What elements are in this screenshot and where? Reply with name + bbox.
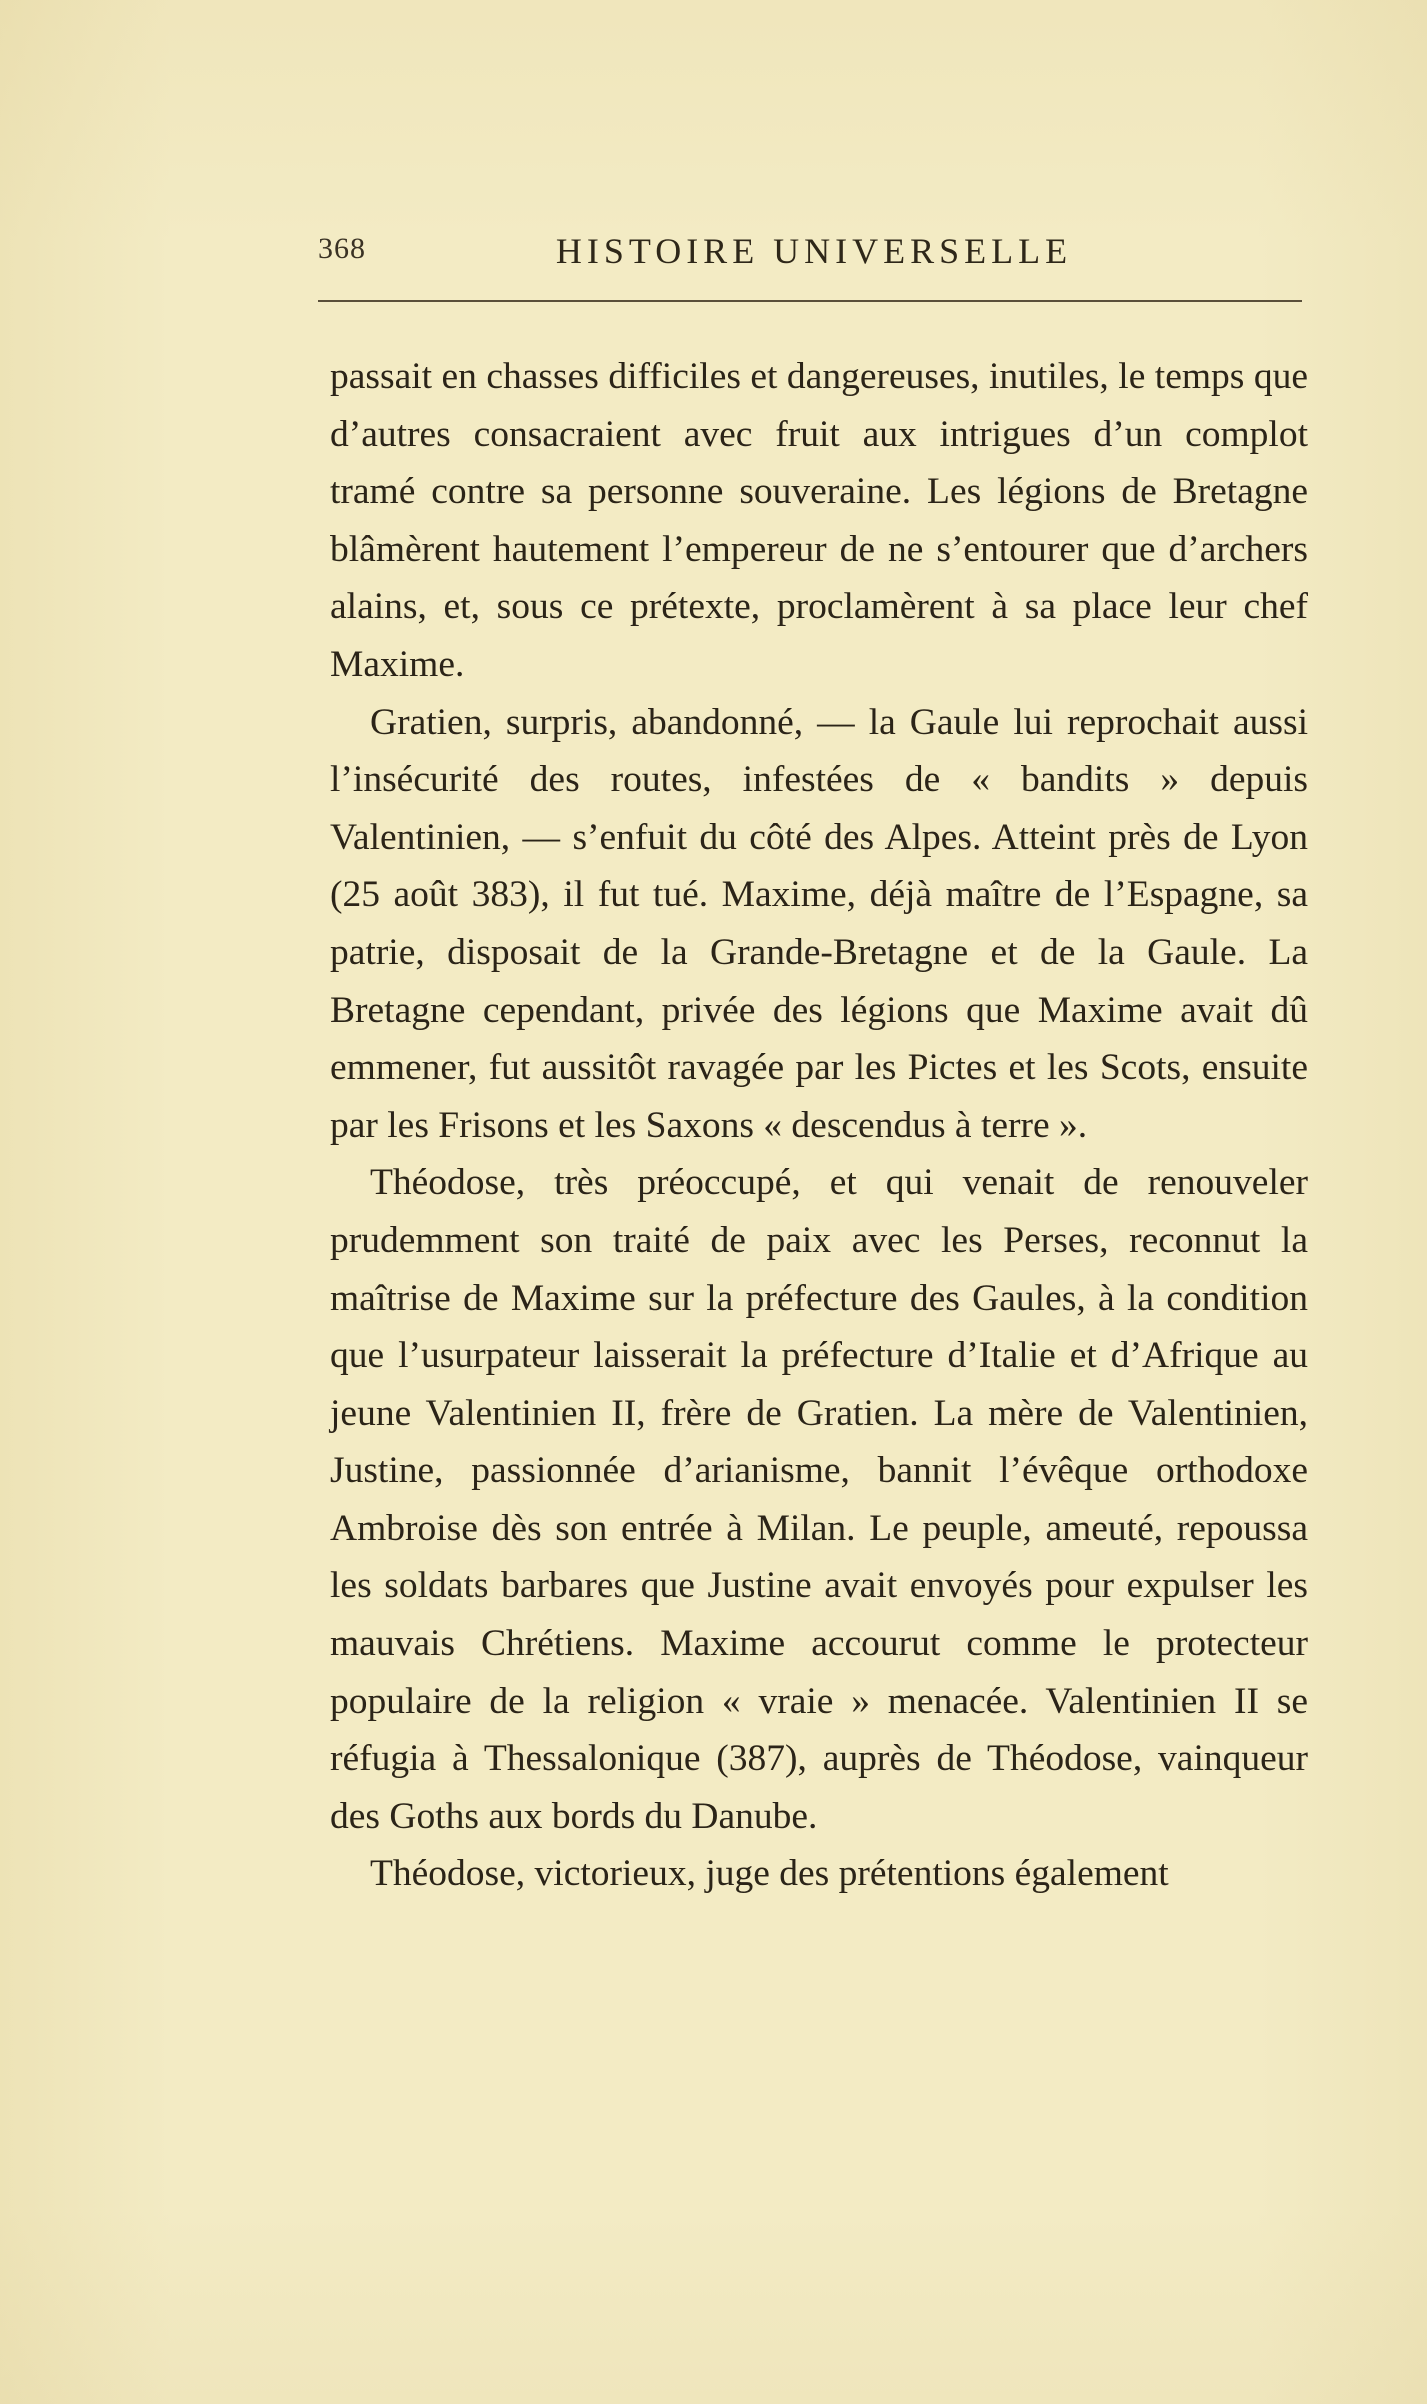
page-number: 368 [318,232,366,265]
page-header [318,228,1300,284]
body-text [330,348,1308,1903]
paragraph: Gratien, surpris, abandonné, — la Gaule lui reprochait aussi l’insécurité des routes, infestées de « bandits » depuis Valentinien, — s’enfuit du côté des Alpes. Atteint près de Lyon (25 août 383), il fut tué. Maxime, déjà maître de l’Espagne, sa patrie, disposait de la Grande-Bretagne et de la Gaule. La Bretagne cependant, privée des légions que Maxime avait dû emmener, fut aussitôt ravagée par les Pictes et les Scots, ensuite par les Frisons et les Saxons « descendus à terre ». [330,701,1308,1146]
header-rule [318,300,1302,302]
paragraph: passait en chasses difficiles et dangereuses, inutiles, le temps que d’autres consacraient avec fruit aux intrigues d’un complot tramé contre sa personne souveraine. Les légions de Bretagne blâmèrent hautement l’empereur de ne s’entourer que d’archers alains, et, sous ce prétexte, proclamèrent à sa place leur chef Maxime. [330,356,1308,685]
paragraph: Théodose, très préoccupé, et qui venait de renouveler prudemment son traité de paix avec les Perses, reconnut la maîtrise de Maxime sur la préfecture des Gaules, à la condition que l’usurpateur laisserait la préfecture d’Italie et d’Afrique au jeune Valentinien II, frère de Gratien. La mère de Valentinien, Justine, passionnée d’arianisme, bannit l’évêque orthodoxe Ambroise dès son entrée à Milan. Le peuple, ameuté, repoussa les soldats barbares que Justine avait envoyés pour expulser les mauvais Chrétiens. Maxime accourut comme le protecteur populaire de la religion « vraie » menacée. Valentinien II se réfugia à Thessalonique (387), auprès de Théodose, vainqueur des Goths aux bords du Danube. [330,1162,1308,1837]
paragraph: Théodose, victorieux, juge des prétentions également [370,1853,1169,1895]
running-title: HISTOIRE UNIVERSELLE [555,231,1073,271]
